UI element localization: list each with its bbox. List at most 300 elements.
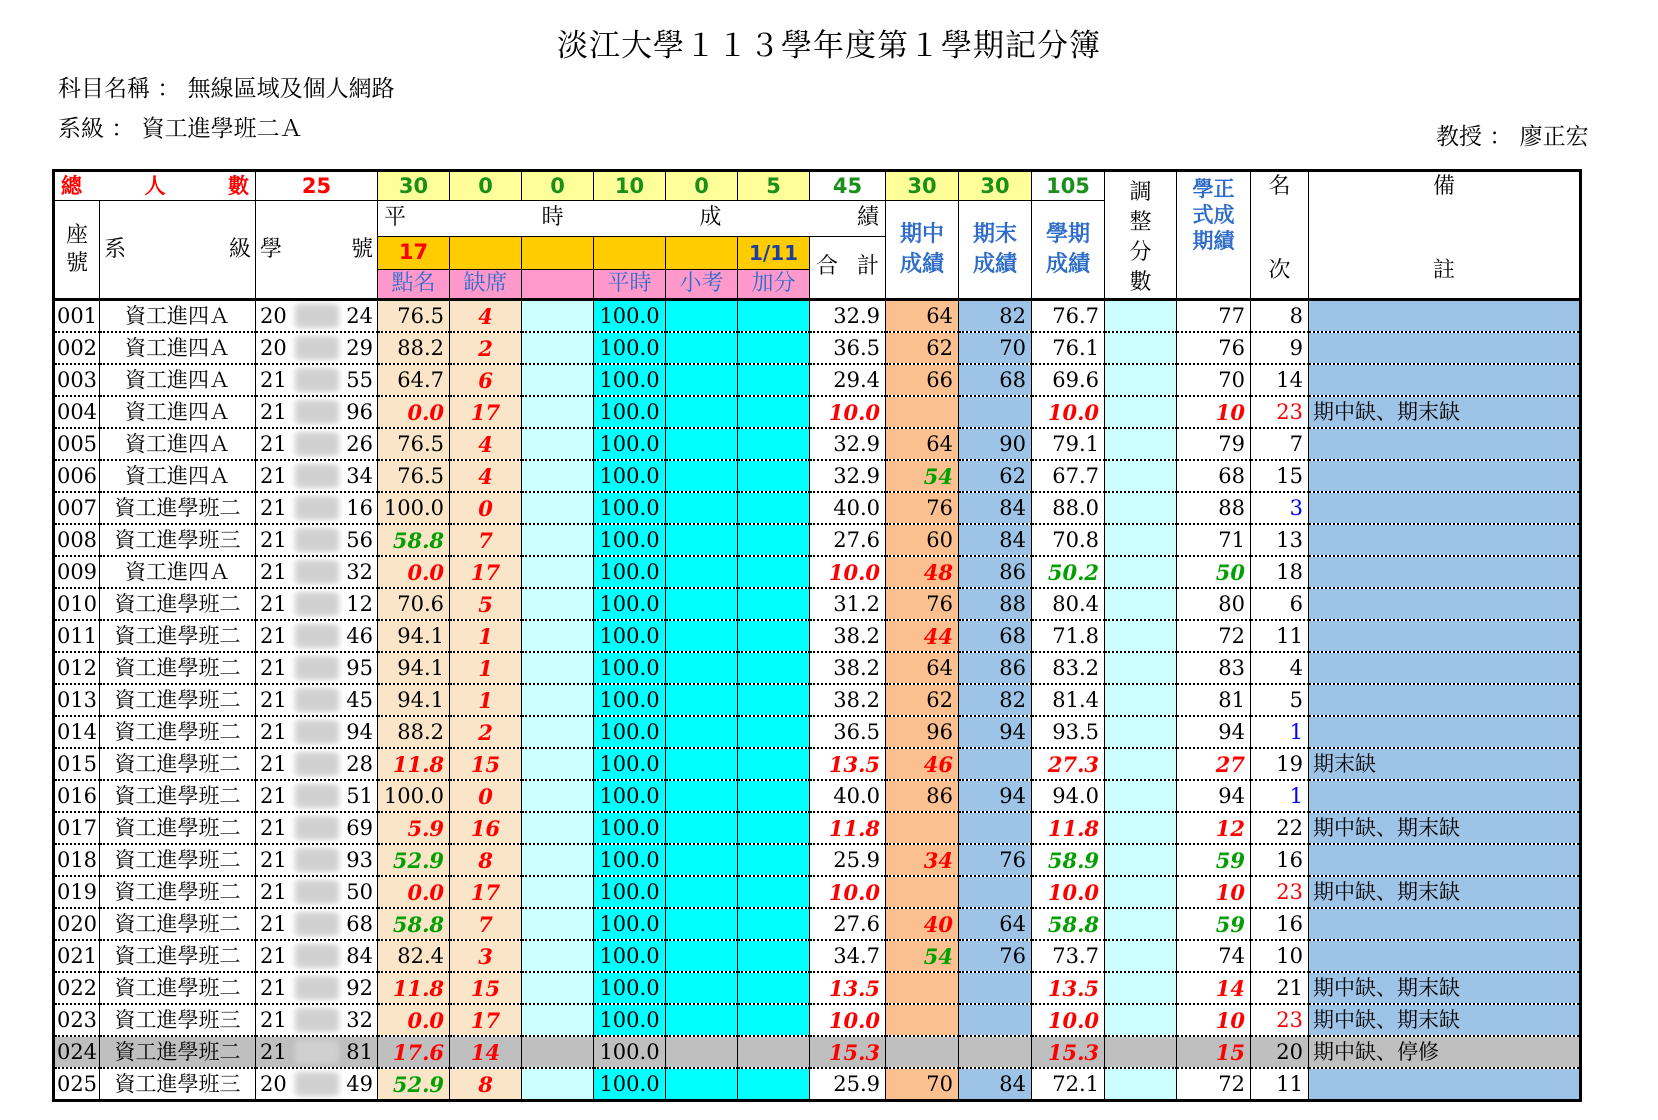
remark [1309,684,1581,716]
redacted-id-blur [295,688,339,712]
final-header: 期末成績 [959,201,1032,300]
remark [1309,620,1581,652]
student-id [256,332,378,364]
col3-cell [522,364,594,396]
dept-header: 系 級 [100,201,256,300]
redacted-id-blur [295,336,339,360]
rank: 7 [1251,428,1309,460]
col3-cell [522,972,594,1004]
final-score: 82 [959,684,1032,716]
absence-count: 8 [450,844,522,876]
student-id-suffix: 51 [346,783,373,808]
midterm-score [886,1036,959,1068]
col3-cell [522,908,594,940]
remark [1309,780,1581,812]
usual-total: 25.9 [810,1068,886,1101]
semester-score: 58.9 [1032,844,1105,876]
weight-semester: 105 [1032,171,1105,201]
roll-call-score: 94.1 [378,684,450,716]
student-id [256,492,378,524]
roll-call-score: 52.9 [378,844,450,876]
usual-score: 100.0 [594,556,666,588]
col3-cell [522,652,594,684]
col3-cell [522,588,594,620]
remark [1309,492,1581,524]
remark [1309,844,1581,876]
final-score: 84 [959,1068,1032,1101]
table-row [54,972,1581,1004]
student-id [256,1004,378,1036]
dept-class: 資工進學班二 [100,940,256,972]
roll-call-score: 94.1 [378,652,450,684]
final-score: 82 [959,300,1032,333]
student-id-suffix: 93 [346,847,373,872]
rank: 16 [1251,844,1309,876]
remark: 期末缺 [1309,748,1581,780]
redacted-id-blur [295,784,339,808]
col3-cell [522,492,594,524]
midterm-score: 70 [886,1068,959,1101]
official-score: 74 [1177,940,1251,972]
official-score: 81 [1177,684,1251,716]
student-id-prefix: 21 [260,879,287,904]
redacted-id-blur [295,848,339,872]
absent-header: 缺席 [450,270,522,300]
dept-class: 資工進學班二 [100,492,256,524]
quiz-cell [666,492,738,524]
dept-class: 資工進學班二 [100,972,256,1004]
remark [1309,332,1581,364]
table-row [54,620,1581,652]
usual-total: 38.2 [810,684,886,716]
usual-total: 40.0 [810,780,886,812]
quiz-cell [666,460,738,492]
bonus-cell [738,332,810,364]
student-id [256,300,378,333]
final-score: 68 [959,364,1032,396]
rank: 5 [1251,684,1309,716]
usual-total: 10.0 [810,396,886,428]
col3-cell [522,1004,594,1036]
usual-score: 100.0 [594,812,666,844]
usual-score: 100.0 [594,1036,666,1068]
usual-total: 32.9 [810,428,886,460]
adjust-cell [1105,492,1177,524]
usual-score: 100.0 [594,780,666,812]
official-score: 59 [1177,908,1251,940]
adjust-header: 調整分數 [1105,171,1177,300]
col3-cell [522,300,594,333]
seat-header: 座號 [54,201,100,300]
dept-class: 資工進學班二 [100,908,256,940]
col3-cell [522,716,594,748]
usual-score: 100.0 [594,748,666,780]
sub-header-usual [594,236,666,270]
midterm-score: 48 [886,556,959,588]
quiz-cell [666,652,738,684]
official-score: 88 [1177,492,1251,524]
bonus-cell [738,460,810,492]
quiz-cell [666,1068,738,1101]
sub-header-roll: 17 [378,236,450,270]
absence-count: 0 [450,492,522,524]
table-row [54,556,1581,588]
student-id-suffix: 28 [346,751,373,776]
usual-score: 100.0 [594,460,666,492]
student-id-suffix: 55 [346,367,373,392]
col3-cell [522,940,594,972]
rank: 6 [1251,588,1309,620]
official-score: 10 [1177,1004,1251,1036]
table-row [54,716,1581,748]
table-row [54,364,1581,396]
usual-score: 100.0 [594,492,666,524]
usual-score: 100.0 [594,652,666,684]
student-id [256,428,378,460]
rank: 11 [1251,620,1309,652]
roll-call-score: 58.8 [378,524,450,556]
quiz-cell [666,940,738,972]
table-row [54,780,1581,812]
student-id-suffix: 68 [346,911,373,936]
usual-score: 100.0 [594,364,666,396]
midterm-score: 64 [886,652,959,684]
roll-call-score: 11.8 [378,972,450,1004]
rank: 18 [1251,556,1309,588]
remark [1309,428,1581,460]
student-id-prefix: 21 [260,1007,287,1032]
weight-col3: 0 [522,171,594,201]
seat-number: 019 [54,876,100,908]
col3-cell [522,1036,594,1068]
midterm-score: 54 [886,460,959,492]
dept-class: 資工進學班二 [100,716,256,748]
bonus-cell [738,396,810,428]
absence-count: 3 [450,940,522,972]
usual-score: 100.0 [594,876,666,908]
remark [1309,940,1581,972]
remark: 期中缺、期末缺 [1309,876,1581,908]
roll-call-score: 76.5 [378,460,450,492]
student-id [256,620,378,652]
bonus-cell [738,716,810,748]
semester-score: 10.0 [1032,1004,1105,1036]
usual-total: 10.0 [810,1004,886,1036]
bonus-cell [738,908,810,940]
adjust-cell [1105,364,1177,396]
redacted-id-blur [295,592,339,616]
official-score: 94 [1177,716,1251,748]
redacted-id-blur [295,496,339,520]
student-id-prefix: 21 [260,399,287,424]
student-id [256,364,378,396]
usual-score: 100.0 [594,908,666,940]
table-row [54,588,1581,620]
final-score: 68 [959,620,1032,652]
official-score: 83 [1177,652,1251,684]
student-id [256,972,378,1004]
dept-class: 資工進學班二 [100,748,256,780]
rank-header: 名 次 [1251,171,1309,300]
student-id-prefix: 20 [260,303,287,328]
adjust-cell [1105,332,1177,364]
quiz-cell [666,876,738,908]
semester-score: 76.1 [1032,332,1105,364]
bonus-cell [738,780,810,812]
quiz-cell [666,556,738,588]
absence-count: 7 [450,908,522,940]
rank: 23 [1251,396,1309,428]
student-id-suffix: 95 [346,655,373,680]
student-id [256,876,378,908]
quiz-cell [666,524,738,556]
final-score: 62 [959,460,1032,492]
midterm-score: 40 [886,908,959,940]
redacted-id-blur [295,656,339,680]
seat-number: 015 [54,748,100,780]
roll-call-score: 0.0 [378,396,450,428]
adjust-cell [1105,684,1177,716]
page-title: 淡江大學１１３學年度第１學期記分簿 [557,28,1101,64]
redacted-id-blur [295,464,339,488]
roll-call-score: 0.0 [378,876,450,908]
bonus-cell [738,300,810,333]
student-id-suffix: 56 [346,527,373,552]
remark: 期中缺、停修 [1309,1036,1581,1068]
rank: 14 [1251,364,1309,396]
remark: 期中缺、期末缺 [1309,812,1581,844]
midterm-score [886,396,959,428]
col3-header [522,270,594,300]
student-id-prefix: 21 [260,783,287,808]
usual-total: 32.9 [810,300,886,333]
absence-count: 15 [450,748,522,780]
seat-number: 008 [54,524,100,556]
col3-cell [522,428,594,460]
usual-score: 100.0 [594,428,666,460]
absence-count: 17 [450,876,522,908]
rank: 9 [1251,332,1309,364]
official-score: 94 [1177,780,1251,812]
dept-class: 資工進學班二 [100,1036,256,1068]
final-score [959,1036,1032,1068]
official-score: 80 [1177,588,1251,620]
redacted-id-blur [295,1072,339,1096]
usual-total: 25.9 [810,844,886,876]
final-score: 86 [959,652,1032,684]
student-id-prefix: 21 [260,911,287,936]
redacted-id-blur [295,976,339,1000]
student-id-prefix: 20 [260,335,287,360]
student-id-suffix: 81 [346,1039,373,1064]
seat-number: 014 [54,716,100,748]
adjust-cell [1105,972,1177,1004]
student-id [256,908,378,940]
remark [1309,364,1581,396]
rank: 11 [1251,1068,1309,1101]
semester-score: 80.4 [1032,588,1105,620]
semester-score: 72.1 [1032,1068,1105,1101]
seat-number: 025 [54,1068,100,1101]
student-id-suffix: 69 [346,815,373,840]
semester-score: 70.8 [1032,524,1105,556]
midterm-score: 46 [886,748,959,780]
sub-header-bonus: 1/11 [738,236,810,270]
student-id-prefix: 21 [260,751,287,776]
bonus-cell [738,972,810,1004]
bonus-cell [738,492,810,524]
student-id-suffix: 24 [346,303,373,328]
final-score: 94 [959,780,1032,812]
final-score [959,396,1032,428]
midterm-header: 期中成績 [886,201,959,300]
final-score [959,748,1032,780]
midterm-score: 54 [886,940,959,972]
redacted-id-blur [295,560,339,584]
absence-count: 4 [450,300,522,333]
table-row [54,940,1581,972]
table-row [54,876,1581,908]
col3-cell [522,748,594,780]
absence-count: 16 [450,812,522,844]
final-score: 90 [959,428,1032,460]
official-score: 71 [1177,524,1251,556]
remark: 期中缺、期末缺 [1309,1004,1581,1036]
quiz-cell [666,364,738,396]
student-id-prefix: 21 [260,1039,287,1064]
midterm-score: 62 [886,684,959,716]
absence-count: 0 [450,780,522,812]
final-score: 84 [959,524,1032,556]
final-score: 88 [959,588,1032,620]
roll-call-score: 5.9 [378,812,450,844]
table-row [54,396,1581,428]
absence-count: 6 [450,364,522,396]
remark [1309,460,1581,492]
weight-final: 30 [959,171,1032,201]
official-score: 59 [1177,844,1251,876]
student-id [256,460,378,492]
bonus-cell [738,524,810,556]
official-score: 14 [1177,972,1251,1004]
final-score: 76 [959,844,1032,876]
student-id-suffix: 16 [346,495,373,520]
rank: 1 [1251,780,1309,812]
seat-number: 001 [54,300,100,333]
bonus-cell [738,1004,810,1036]
midterm-score [886,812,959,844]
remark [1309,1068,1581,1101]
seat-number: 020 [54,908,100,940]
rank: 19 [1251,748,1309,780]
seat-number: 010 [54,588,100,620]
dept-class: 資工進學班二 [100,684,256,716]
quiz-cell [666,396,738,428]
student-id-prefix: 21 [260,719,287,744]
table-row [54,428,1581,460]
sid-header: 學 號 [256,201,378,300]
student-id-suffix: 45 [346,687,373,712]
midterm-score: 62 [886,332,959,364]
bonus-cell [738,748,810,780]
student-id [256,1036,378,1068]
absence-count: 17 [450,1004,522,1036]
bonus-cell [738,428,810,460]
adjust-cell [1105,588,1177,620]
student-id [256,940,378,972]
roll-call-header: 點名 [378,270,450,300]
quiz-header: 小考 [666,270,738,300]
usual-score: 100.0 [594,1068,666,1101]
quiz-cell [666,684,738,716]
roll-call-score: 58.8 [378,908,450,940]
student-id-prefix: 21 [260,463,287,488]
student-id [256,844,378,876]
dept-class: 資工進學班二 [100,876,256,908]
rank: 23 [1251,876,1309,908]
roll-call-score: 82.4 [378,940,450,972]
bonus-cell [738,620,810,652]
roll-call-score: 64.7 [378,364,450,396]
adjust-cell [1105,556,1177,588]
semester-score: 58.8 [1032,908,1105,940]
seat-number: 017 [54,812,100,844]
table-row [54,460,1581,492]
table-row [54,524,1581,556]
student-id-suffix: 50 [346,879,373,904]
student-id-prefix: 21 [260,687,287,712]
weight-bonus: 5 [738,171,810,201]
col3-cell [522,460,594,492]
redacted-id-blur [295,624,339,648]
bonus-cell [738,588,810,620]
weight-roll: 30 [378,171,450,201]
absence-count: 1 [450,684,522,716]
quiz-cell [666,748,738,780]
redacted-id-blur [295,304,339,328]
usual-total: 27.6 [810,524,886,556]
quiz-cell [666,812,738,844]
dept-class: 資工進學班三 [100,1004,256,1036]
final-score: 86 [959,556,1032,588]
usual-total: 11.8 [810,812,886,844]
student-id-prefix: 21 [260,559,287,584]
weight-midterm: 30 [886,171,959,201]
sub-header-quiz [666,236,738,270]
midterm-score [886,1004,959,1036]
redacted-id-blur [295,400,339,424]
usual-score: 100.0 [594,940,666,972]
seat-number: 003 [54,364,100,396]
student-id-suffix: 84 [346,943,373,968]
seat-number: 012 [54,652,100,684]
roll-call-score: 88.2 [378,716,450,748]
bonus-cell [738,364,810,396]
semester-score: 50.2 [1032,556,1105,588]
official-score: 50 [1177,556,1251,588]
absence-count: 17 [450,396,522,428]
bonus-cell [738,1068,810,1101]
seat-number: 016 [54,780,100,812]
final-score [959,812,1032,844]
quiz-cell [666,780,738,812]
adjust-cell [1105,300,1177,333]
final-score [959,1004,1032,1036]
remark [1309,716,1581,748]
official-score: 12 [1177,812,1251,844]
absence-count: 17 [450,556,522,588]
table-row [54,492,1581,524]
